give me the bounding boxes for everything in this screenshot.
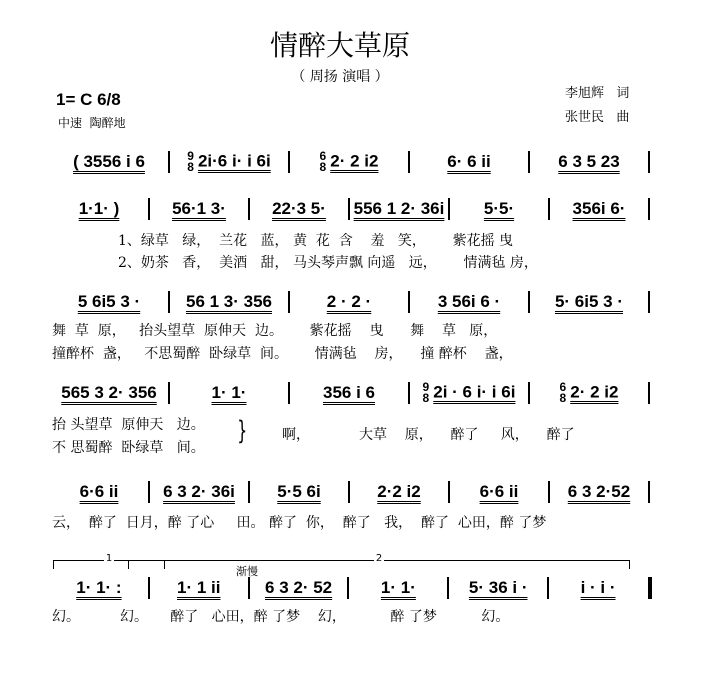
lyric-verse1: 1、绿草 绿， 兰花 蓝， 黄 花 含 羞 笑， 紫花摇 曳 xyxy=(118,233,514,249)
measure xyxy=(532,382,646,404)
notes: 2· 2 i2 xyxy=(570,382,619,402)
measure xyxy=(52,482,146,502)
time-signature: 6 8 xyxy=(319,149,327,174)
measure xyxy=(172,383,286,403)
lyric-verse2: 2、奶茶 香， 美酒 甜， 马头琴声飘 向遥 远， 情满毡 房， xyxy=(118,255,538,271)
measure xyxy=(52,199,146,219)
notation-line xyxy=(52,150,652,174)
notes: 1· 1· xyxy=(380,578,416,597)
bar-line xyxy=(448,481,450,503)
bar-line xyxy=(168,382,170,404)
bar-line xyxy=(248,481,250,503)
lyric-verse1: 抬 头望草 原伸天 边。 xyxy=(52,417,205,433)
bar-line xyxy=(528,151,530,173)
measure xyxy=(152,199,246,219)
bar-line xyxy=(648,198,650,220)
measure xyxy=(252,482,346,502)
bar-line xyxy=(288,151,290,173)
lyric-ending: 幻。 幻。 醉了 心田，醉 了梦 幻， 醉 了梦 幻。 xyxy=(52,609,510,625)
notes: 56 1 3· 356 xyxy=(185,292,272,311)
measure xyxy=(552,199,646,219)
bar-line xyxy=(528,291,530,313)
bar-line xyxy=(288,291,290,313)
notes: 6 3 2·52 xyxy=(567,482,631,501)
notes: 556 1 2· 36i xyxy=(353,199,445,218)
measure xyxy=(451,578,545,598)
notes: 56·1 3· xyxy=(172,199,226,218)
measure xyxy=(52,578,146,598)
notation-line xyxy=(52,197,652,221)
notes: 6·6 ii xyxy=(479,482,519,501)
song-title: 情醉大草原 xyxy=(269,29,410,62)
notes: 2·2 i2 xyxy=(377,482,421,501)
notes: 6·6 ii xyxy=(79,482,119,501)
notation-line xyxy=(52,576,652,600)
measure xyxy=(352,199,446,219)
bar-line xyxy=(148,481,150,503)
bar-line xyxy=(408,291,410,313)
bar-line xyxy=(248,198,250,220)
notes: 1· 1· : xyxy=(76,578,122,597)
tempo-change-mark: 渐慢 xyxy=(236,565,258,578)
key-signature: 1= C 6/8 xyxy=(56,90,121,109)
tempo-marking: 中速 陶醉地 xyxy=(58,116,126,130)
notes: 2· 2 i2 xyxy=(330,151,379,171)
measure xyxy=(452,199,546,219)
measure xyxy=(292,383,406,403)
bar-line xyxy=(548,198,550,220)
bar-line xyxy=(548,481,550,503)
measure xyxy=(52,152,166,172)
notes: 1· 1 ii xyxy=(177,578,221,597)
second-ending-bracket: 2 xyxy=(128,560,630,569)
lyricist-credit: 李旭辉 词 xyxy=(565,86,630,101)
notation-line xyxy=(52,381,652,405)
notes: 3 56i 6 · xyxy=(437,292,501,311)
notes: i · i · xyxy=(580,578,616,597)
bar-line xyxy=(648,291,650,313)
lyric-verse2: 撞醉杯 盏， 不思蜀醉 卧绿草 间。 情满毡 房， 撞 醉杯 盏， xyxy=(52,346,513,362)
notes: 5·5 6i xyxy=(277,482,321,501)
measure xyxy=(412,382,526,404)
measure xyxy=(152,578,246,598)
notes: 565 3 2· 356 xyxy=(61,383,157,402)
bar-line xyxy=(648,382,650,404)
measure xyxy=(172,292,286,312)
bar-line xyxy=(408,151,410,173)
notes: 5· 36 i · xyxy=(468,578,528,597)
bar-line xyxy=(168,291,170,313)
notes: 2i · 6 i· i 6i xyxy=(433,382,516,402)
bar-line xyxy=(648,481,650,503)
bar-line xyxy=(408,382,410,404)
measure xyxy=(412,292,526,312)
measure xyxy=(452,482,546,502)
measure xyxy=(412,152,526,172)
first-ending-bracket: 1 xyxy=(53,560,165,569)
bar-line xyxy=(148,577,150,599)
notes: ( 3556 i 6 xyxy=(73,152,145,171)
notes: 6· 6 ii xyxy=(447,152,491,171)
bar-line xyxy=(248,577,250,599)
bar-line xyxy=(347,577,349,599)
measure xyxy=(532,152,646,172)
brace: } xyxy=(237,416,248,446)
bar-line xyxy=(288,382,290,404)
final-bar-line xyxy=(648,577,652,599)
measure xyxy=(172,151,286,173)
notes: 6 3 5 23 xyxy=(558,152,620,171)
notes: 356 i 6 xyxy=(323,383,375,402)
measure xyxy=(292,292,406,312)
lyric-chorus: 啊， 大草 原， 醉了 风， 醉了 xyxy=(282,427,575,443)
notation-line xyxy=(52,290,652,314)
notes: 6 3 2· 36i xyxy=(163,482,235,501)
measure xyxy=(551,578,645,598)
bar-line xyxy=(547,577,549,599)
notes: 356i 6· xyxy=(572,199,626,218)
measure xyxy=(52,383,166,403)
bar-line xyxy=(448,198,450,220)
lyric-verse1: 舞 草 原， 抬头望草 原伸天 边。 紫花摇 曳 舞 草 原， xyxy=(52,323,498,339)
notes: 1· 1· xyxy=(211,383,247,402)
measure xyxy=(351,578,445,598)
bar-line xyxy=(528,382,530,404)
notes: 5·5· xyxy=(483,199,515,218)
measure xyxy=(532,292,646,312)
measure xyxy=(292,151,406,173)
measure xyxy=(152,482,246,502)
lyric-chorus: 云， 醉了 日月，醉 了心 田。 醉了 你， 醉了 我， 醉了 心田，醉 了梦 xyxy=(52,515,547,531)
bar-line xyxy=(168,151,170,173)
measure xyxy=(552,482,646,502)
lyric-verse2: 不 思蜀醉 卧绿草 间。 xyxy=(52,440,205,456)
notes: 5· 6i5 3 · xyxy=(554,292,624,311)
notes: 5 6i5 3 · xyxy=(77,292,141,311)
notes: 2i·6 i· i 6i xyxy=(197,151,271,171)
bar-line xyxy=(348,481,350,503)
time-signature: 6 8 xyxy=(559,380,567,405)
notes: 22·3 5· xyxy=(272,199,326,218)
measure xyxy=(52,292,166,312)
measure xyxy=(252,578,346,598)
notation-line xyxy=(52,480,652,504)
measure xyxy=(252,199,346,219)
bar-line xyxy=(447,577,449,599)
notes: 6 3 2· 52 xyxy=(265,578,333,597)
time-signature: 9 8 xyxy=(187,149,194,174)
bar-line xyxy=(148,198,150,220)
notes: 1·1· ) xyxy=(78,199,120,218)
bar-line xyxy=(648,151,650,173)
measure xyxy=(352,482,446,502)
singer-credit: （ 周扬 演唱 ） xyxy=(291,69,389,85)
time-signature: 9 8 xyxy=(422,380,430,405)
composer-credit: 张世民 曲 xyxy=(565,110,630,125)
bar-line xyxy=(348,198,350,220)
notes: 2 · 2 · xyxy=(326,292,372,311)
